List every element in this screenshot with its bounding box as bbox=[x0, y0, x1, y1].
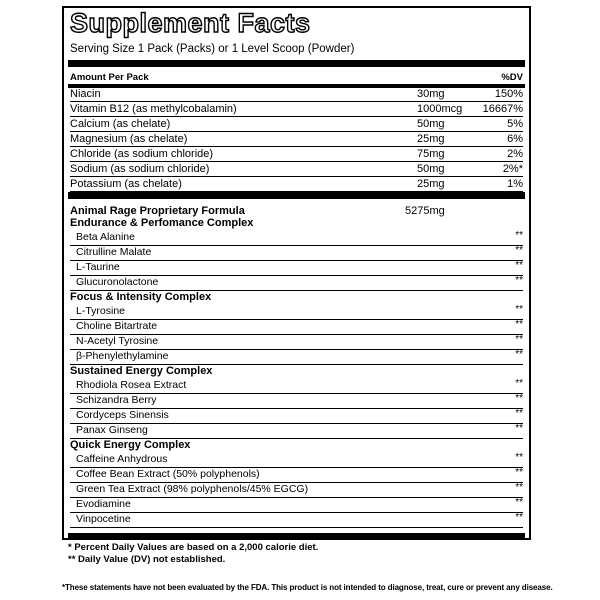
serving-size: Serving Size 1 Pack (Packs) or 1 Level Scoop (Powder) bbox=[70, 43, 355, 55]
ingredient-row bbox=[70, 512, 523, 528]
nutrient-name: Vitamin B12 (as methylcobalamin) bbox=[70, 103, 237, 115]
footnote-dv: * Percent Daily Values are based on a 2,000 calorie diet. bbox=[68, 542, 319, 553]
ingredient-dv: ** bbox=[515, 512, 523, 523]
nutrient-name: Calcium (as chelate) bbox=[70, 118, 171, 130]
ingredient-name: L-Tyrosine bbox=[76, 305, 126, 317]
nutrient-row bbox=[70, 177, 523, 192]
ingredient-name: Beta Alanine bbox=[76, 231, 135, 243]
ingredient-dv: ** bbox=[515, 260, 523, 271]
nutrient-row bbox=[70, 102, 523, 117]
ingredient-dv: ** bbox=[515, 452, 523, 463]
amount-header: Amount Per Pack bbox=[70, 72, 149, 83]
nutrient-name: Magnesium (as chelate) bbox=[70, 133, 188, 145]
nutrient-amount: 50mg bbox=[417, 118, 445, 130]
ingredient-name: Panax Ginseng bbox=[76, 424, 148, 436]
ingredient-dv: ** bbox=[515, 304, 523, 315]
ingredient-name: Citrulline Malate bbox=[76, 246, 152, 258]
ingredient-name: Vinpocetine bbox=[76, 513, 131, 525]
ingredient-row bbox=[70, 423, 523, 439]
ingredient-row bbox=[70, 378, 523, 394]
ingredient-row bbox=[70, 304, 523, 320]
section-title: Sustained Energy Complex bbox=[70, 365, 213, 377]
ingredient-dv: ** bbox=[515, 349, 523, 360]
bottom-divider bbox=[68, 533, 525, 540]
ingredient-name: Glucuronolactone bbox=[76, 276, 159, 288]
nutrient-dv: 150% bbox=[494, 88, 523, 100]
ingredient-dv: ** bbox=[515, 423, 523, 434]
ingredient-name: N-Acetyl Tyrosine bbox=[76, 335, 159, 347]
section-title: Endurance & Perfomance Complex bbox=[70, 217, 254, 229]
ingredient-dv: ** bbox=[515, 408, 523, 419]
nutrient-row bbox=[70, 132, 523, 147]
ingredient-dv: ** bbox=[515, 230, 523, 241]
nutrient-name: Chloride (as sodium chloride) bbox=[70, 148, 214, 160]
ingredient-row bbox=[70, 467, 523, 483]
ingredient-row bbox=[70, 230, 523, 246]
ingredient-dv: ** bbox=[515, 245, 523, 256]
ingredient-dv: ** bbox=[515, 319, 523, 330]
nutrient-amount: 30mg bbox=[417, 88, 445, 100]
nutrient-name: Niacin bbox=[70, 88, 101, 100]
blend-name: Animal Rage Proprietary Formula bbox=[70, 205, 245, 217]
ingredient-name: Schizandra Berry bbox=[76, 394, 157, 406]
ingredient-row bbox=[70, 452, 523, 468]
top-divider bbox=[68, 60, 525, 67]
column-header bbox=[70, 72, 523, 84]
ingredient-name: Coffee Bean Extract (50% polyphenols) bbox=[76, 468, 260, 480]
ingredient-row bbox=[70, 393, 523, 409]
ingredient-name: Evodiamine bbox=[76, 498, 131, 510]
ingredient-row bbox=[70, 349, 523, 365]
nutrient-row bbox=[70, 117, 523, 132]
blend-amount: 5275mg bbox=[405, 205, 445, 217]
ingredient-row bbox=[70, 497, 523, 513]
nutrient-amount: 25mg bbox=[417, 178, 445, 190]
nutrient-dv: 5% bbox=[507, 118, 523, 130]
nutrient-row bbox=[70, 147, 523, 162]
ingredient-name: L-Taurine bbox=[76, 261, 120, 273]
nutrient-name: Sodium (as sodium chloride) bbox=[70, 163, 210, 175]
nutrient-dv: 6% bbox=[507, 133, 523, 145]
ingredient-name: Cordyceps Sinensis bbox=[76, 409, 169, 421]
nutrient-row bbox=[70, 162, 523, 177]
ingredient-dv: ** bbox=[515, 393, 523, 404]
nutrient-amount: 1000mcg bbox=[417, 103, 463, 115]
nutrient-amount: 25mg bbox=[417, 133, 445, 145]
ingredient-dv: ** bbox=[515, 334, 523, 345]
section-title: Quick Energy Complex bbox=[70, 439, 191, 451]
nutrient-name: Potassium (as chelate) bbox=[70, 178, 182, 190]
ingredient-row bbox=[70, 260, 523, 276]
section-title: Focus & Intensity Complex bbox=[70, 291, 212, 303]
ingredient-dv: ** bbox=[515, 497, 523, 508]
vitamin-divider bbox=[68, 192, 525, 199]
nutrient-dv: 2%* bbox=[502, 163, 523, 175]
ingredient-row bbox=[70, 482, 523, 498]
ingredient-name: Green Tea Extract (98% polyphenols/45% EGCG) bbox=[76, 483, 309, 495]
panel-title: Supplement Facts bbox=[70, 8, 311, 38]
ingredient-name: Choline Bitartrate bbox=[76, 320, 158, 332]
nutrient-dv: 16667% bbox=[482, 103, 523, 115]
ingredient-dv: ** bbox=[515, 275, 523, 286]
ingredient-name: Caffeine Anhydrous bbox=[76, 453, 168, 465]
ingredient-dv: ** bbox=[515, 482, 523, 493]
ingredient-row bbox=[70, 334, 523, 350]
nutrient-amount: 75mg bbox=[417, 148, 445, 160]
footnote-not-established: ** Daily Value (DV) not established. bbox=[68, 554, 226, 565]
nutrient-amount: 50mg bbox=[417, 163, 445, 175]
ingredient-dv: ** bbox=[515, 467, 523, 478]
ingredient-row bbox=[70, 275, 523, 291]
supplement-facts-panel bbox=[62, 6, 531, 540]
dv-header: %DV bbox=[501, 72, 523, 83]
ingredient-row bbox=[70, 245, 523, 261]
ingredient-name: β-Phenylethylamine bbox=[76, 350, 169, 362]
nutrient-dv: 1% bbox=[507, 178, 523, 190]
fda-disclaimer: *These statements have not been evaluated by the FDA. This product is not intended to diagnose, treat, cure or prevent any disease. bbox=[62, 583, 553, 592]
ingredient-dv: ** bbox=[515, 378, 523, 389]
ingredient-row bbox=[70, 408, 523, 424]
ingredient-name: Rhodiola Rosea Extract bbox=[76, 379, 187, 391]
nutrient-row bbox=[70, 87, 523, 102]
ingredient-row bbox=[70, 319, 523, 335]
nutrient-dv: 2% bbox=[507, 148, 523, 160]
